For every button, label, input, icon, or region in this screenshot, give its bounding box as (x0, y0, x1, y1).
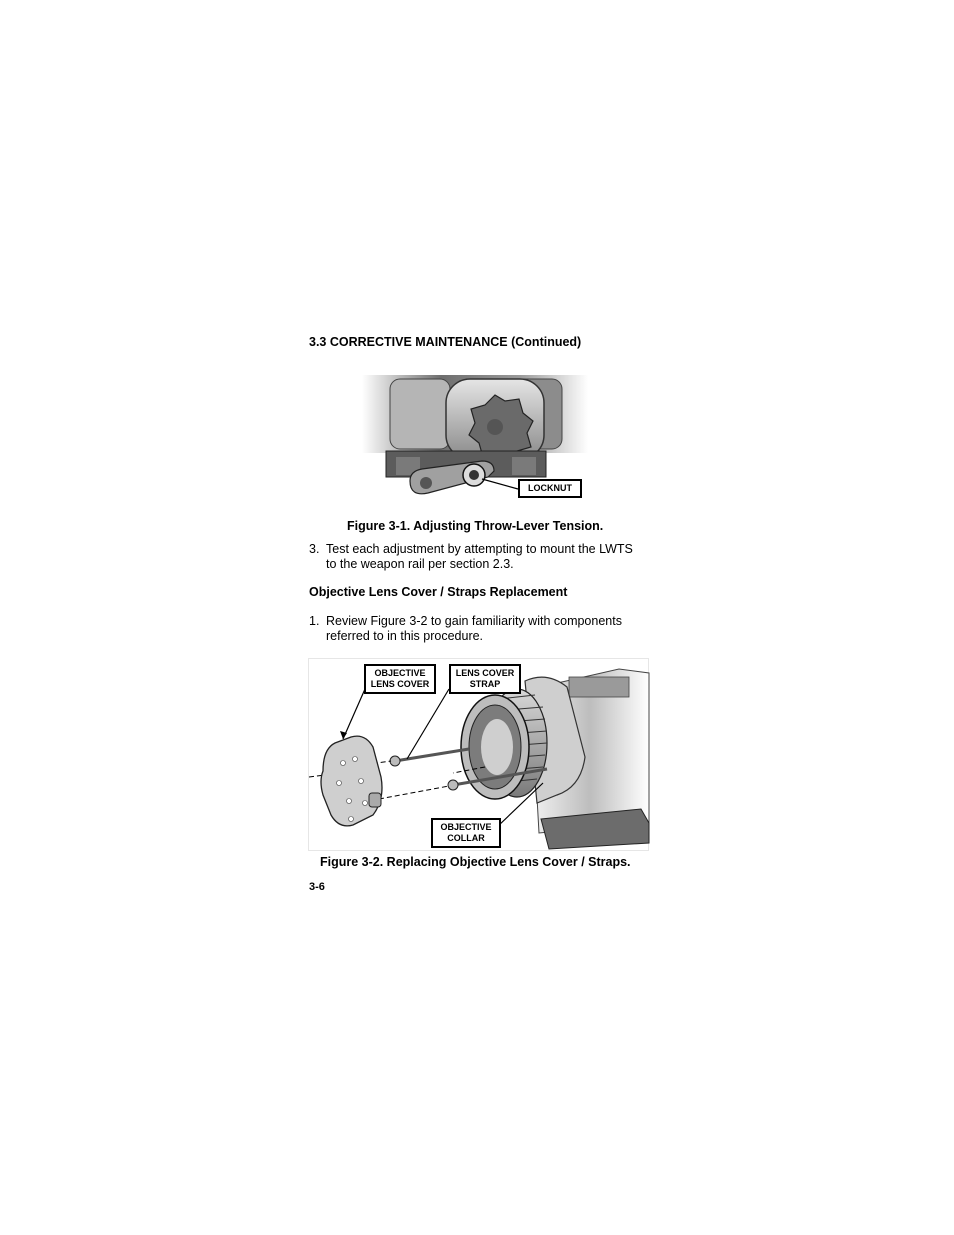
page-number: 3-6 (309, 881, 325, 893)
step-3-line-1: Test each adjustment by attempting to mount the LWTS (326, 542, 633, 556)
objective-lens-cover-line-1: OBJECTIVE (374, 668, 426, 678)
lens-cover-strap-callout (449, 664, 521, 694)
step-1 (309, 614, 649, 646)
locknut-callout (518, 479, 582, 498)
lens-cover-strap-line-1: LENS COVER (455, 668, 515, 678)
step-1-line-1: Review Figure 3-2 to gain familiarity with components (326, 614, 622, 628)
step-3-number: 3. (309, 542, 320, 556)
objective-collar-callout (431, 818, 501, 848)
objective-collar-line-1: OBJECTIVE (440, 822, 492, 832)
figure-3-1-caption: Figure 3-1. Adjusting Throw-Lever Tension. (347, 519, 604, 533)
step-1-number: 1. (309, 614, 320, 628)
figure-3-2-caption: Figure 3-2. Replacing Objective Lens Cover / Straps. (320, 855, 631, 869)
locknut-label: LOCKNUT (528, 483, 572, 493)
step-3 (309, 542, 649, 574)
objective-lens-cover-line-2: LENS COVER (370, 679, 430, 689)
section-heading: 3.3 CORRECTIVE MAINTENANCE (Continued) (309, 335, 582, 349)
subheading: Objective Lens Cover / Straps Replacement (309, 585, 568, 599)
step-3-line-2: to the weapon rail per section 2.3. (326, 557, 514, 571)
lens-cover-strap-line-2: STRAP (469, 679, 501, 689)
step-1-line-2: referred to in this procedure. (326, 629, 484, 643)
objective-collar-line-2: COLLAR (447, 833, 485, 843)
objective-lens-cover-callout (364, 664, 436, 694)
